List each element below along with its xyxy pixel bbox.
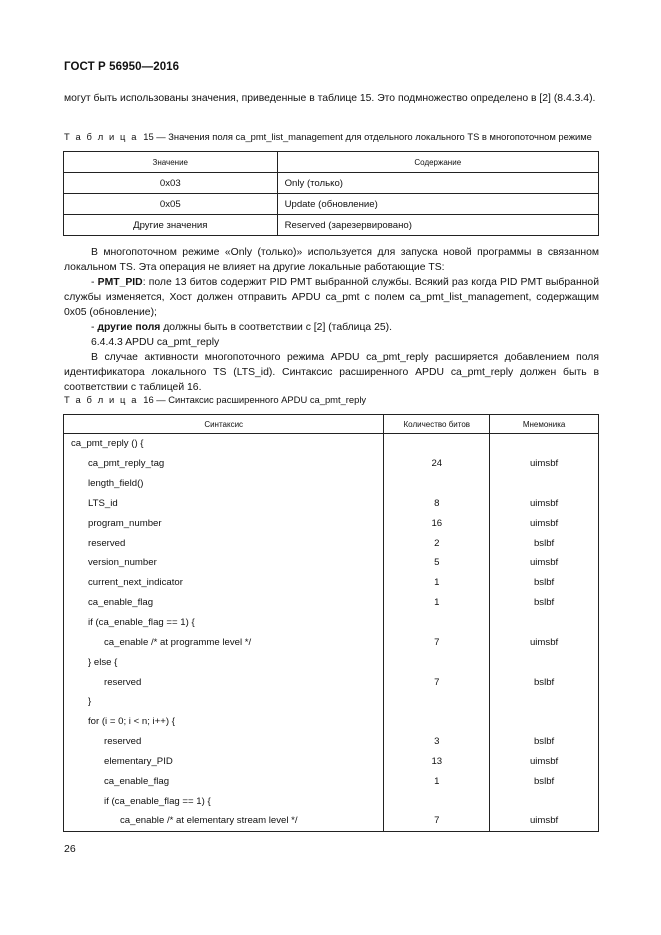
table16-cell-mnemonic: bslbf bbox=[490, 732, 599, 752]
paragraph-multistream: В многопоточном режиме «Only (только)» используется для запуска новой программы в связанном локальном TS. Эта операция не влияет на другие локальные работающие TS: bbox=[64, 247, 599, 273]
table15-cell-value: 0x05 bbox=[64, 194, 278, 215]
table16-cell-mnemonic: bslbf bbox=[490, 672, 599, 692]
term-other-fields: другие поля bbox=[97, 322, 161, 333]
table16-row bbox=[64, 771, 599, 791]
table15-cell-content: Update (обновление) bbox=[277, 194, 598, 215]
table15-header-row bbox=[64, 152, 599, 173]
table15-cell-value: Другие значения bbox=[64, 215, 278, 236]
table16-cell-bits: 1 bbox=[384, 573, 490, 593]
table16-label: Т а б л и ц а bbox=[64, 394, 139, 405]
table15-caption bbox=[64, 131, 604, 142]
table16-cell-syntax: if (ca_enable_flag == 1) { bbox=[64, 613, 384, 633]
table16-cell-bits: 3 bbox=[384, 732, 490, 752]
table16-cell-mnemonic bbox=[490, 474, 599, 494]
table16-row bbox=[64, 652, 599, 672]
table16-row bbox=[64, 494, 599, 514]
table16-cell-syntax: ca_enable_flag bbox=[64, 771, 384, 791]
table16-cell-syntax: ca_pmt_reply () { bbox=[64, 434, 384, 454]
table16-cell-syntax: program_number bbox=[64, 513, 384, 533]
table16-cell-mnemonic bbox=[490, 613, 599, 633]
table16-cell-bits bbox=[384, 791, 490, 811]
table16-cell-syntax: for (i = 0; i < n; i++) { bbox=[64, 712, 384, 732]
table16-row bbox=[64, 573, 599, 593]
list-item-other-fields bbox=[64, 320, 599, 335]
table16-cell-syntax: reserved bbox=[64, 533, 384, 553]
table15-label: Т а б л и ц а bbox=[64, 131, 139, 142]
table16-cell-mnemonic: bslbf bbox=[490, 573, 599, 593]
list-dash: - bbox=[91, 322, 95, 333]
table16-cell-mnemonic: uimsbf bbox=[490, 553, 599, 573]
table16-cell-syntax: ca_enable_flag bbox=[64, 593, 384, 613]
table16-cell-mnemonic: bslbf bbox=[490, 533, 599, 553]
table16-cell-mnemonic bbox=[490, 434, 599, 454]
table15 bbox=[63, 151, 599, 236]
paragraph-apdu-reply: В случае активности многопоточного режима APDU ca_pmt_reply расширяется добавлением поля идентификатора локального TS (LTS_id). Синтаксис расширенного APDU ca_pmt_reply должен быть в соответствии с таблицей 16. bbox=[64, 352, 599, 393]
table16-cell-bits bbox=[384, 692, 490, 712]
table16-row bbox=[64, 613, 599, 633]
table16-row bbox=[64, 752, 599, 772]
table16-cell-bits bbox=[384, 434, 490, 454]
table16-cell-syntax: LTS_id bbox=[64, 494, 384, 514]
table16-cell-bits bbox=[384, 613, 490, 633]
table16-cell-syntax: reserved bbox=[64, 672, 384, 692]
table16-cell-syntax: } bbox=[64, 692, 384, 712]
table16-col-bits: Количество битов bbox=[384, 415, 490, 434]
table15-col-content: Содержание bbox=[277, 152, 598, 173]
table15-row bbox=[64, 173, 599, 194]
table16-cell-syntax: current_next_indicator bbox=[64, 573, 384, 593]
table16-cell-mnemonic: uimsbf bbox=[490, 811, 599, 831]
list-dash: - bbox=[91, 277, 95, 288]
intro-paragraph: могут быть использованы значения, приведенные в таблице 15. Это подмножество определено в [2] (8.4.3.4). bbox=[64, 93, 596, 104]
pmt-pid-description: : поле 13 битов содержит PID PMT выбранной службы. Всякий раз когда PID PMT выбранной службы изменяется, Хост должен отправить APDU ca_pmt с полем ca_pmt_list_management, содержащим 0x05 (обновление); bbox=[64, 277, 600, 318]
table16-row bbox=[64, 434, 599, 454]
table16-cell-bits: 2 bbox=[384, 533, 490, 553]
table15-cell-content: Only (только) bbox=[277, 173, 598, 194]
table16-cell-mnemonic bbox=[490, 692, 599, 712]
table16-cell-mnemonic: bslbf bbox=[490, 593, 599, 613]
table16-cell-mnemonic bbox=[490, 712, 599, 732]
table16-cell-bits: 13 bbox=[384, 752, 490, 772]
table15-row bbox=[64, 215, 599, 236]
table16-row bbox=[64, 791, 599, 811]
page-number: 26 bbox=[64, 843, 76, 855]
table15-caption-text: 15 — Значения поля ca_pmt_list_management для отдельного локального TS в многопоточном режиме bbox=[143, 131, 592, 142]
table16-cell-syntax: ca_enable /* at elementary stream level */ bbox=[64, 811, 384, 831]
table16-cell-bits: 7 bbox=[384, 672, 490, 692]
section-heading: 6.4.4.3 APDU ca_pmt_reply bbox=[91, 337, 220, 348]
table16-row bbox=[64, 712, 599, 732]
table16-cell-bits: 1 bbox=[384, 771, 490, 791]
table16-cell-syntax: } else { bbox=[64, 652, 384, 672]
table16-cell-syntax: ca_enable /* at programme level */ bbox=[64, 632, 384, 652]
table16-cell-syntax: elementary_PID bbox=[64, 752, 384, 772]
table15-cell-value: 0x03 bbox=[64, 173, 278, 194]
table16-row bbox=[64, 474, 599, 494]
table16-row bbox=[64, 593, 599, 613]
table16-cell-bits: 5 bbox=[384, 553, 490, 573]
table15-col-value: Значение bbox=[64, 152, 278, 173]
table16-row bbox=[64, 732, 599, 752]
table16-cell-syntax: length_field() bbox=[64, 474, 384, 494]
table16-cell-bits: 24 bbox=[384, 454, 490, 474]
list-item-pmt-pid bbox=[64, 275, 599, 320]
table15-cell-content: Reserved (зарезервировано) bbox=[277, 215, 598, 236]
table16-cell-bits bbox=[384, 712, 490, 732]
table16-cell-mnemonic: uimsbf bbox=[490, 632, 599, 652]
table16 bbox=[63, 414, 599, 832]
table16-row bbox=[64, 672, 599, 692]
table16-row bbox=[64, 533, 599, 553]
table16-row bbox=[64, 692, 599, 712]
table16-caption bbox=[64, 394, 604, 405]
table16-cell-syntax: reserved bbox=[64, 732, 384, 752]
table16-cell-mnemonic: uimsbf bbox=[490, 454, 599, 474]
table16-cell-mnemonic: uimsbf bbox=[490, 513, 599, 533]
table16-caption-text: 16 — Синтаксис расширенного APDU ca_pmt_reply bbox=[143, 394, 367, 405]
table16-row bbox=[64, 811, 599, 831]
table16-cell-bits: 16 bbox=[384, 513, 490, 533]
table16-cell-bits bbox=[384, 652, 490, 672]
table15-row bbox=[64, 194, 599, 215]
table16-cell-mnemonic: uimsbf bbox=[490, 494, 599, 514]
table16-cell-bits: 1 bbox=[384, 593, 490, 613]
table16-row bbox=[64, 632, 599, 652]
term-pmt-pid: PMT_PID bbox=[97, 277, 143, 288]
document-header: ГОСТ Р 56950—2016 bbox=[64, 61, 180, 73]
table16-cell-mnemonic bbox=[490, 791, 599, 811]
table16-col-syntax: Синтаксис bbox=[64, 415, 384, 434]
table16-cell-mnemonic bbox=[490, 652, 599, 672]
table16-cell-bits bbox=[384, 474, 490, 494]
table16-cell-bits: 8 bbox=[384, 494, 490, 514]
table16-row bbox=[64, 454, 599, 474]
table16-cell-bits: 7 bbox=[384, 811, 490, 831]
table16-row bbox=[64, 553, 599, 573]
table16-cell-syntax: if (ca_enable_flag == 1) { bbox=[64, 791, 384, 811]
table16-cell-syntax: ca_pmt_reply_tag bbox=[64, 454, 384, 474]
table16-row bbox=[64, 513, 599, 533]
table16-cell-mnemonic: bslbf bbox=[490, 771, 599, 791]
body-text bbox=[64, 245, 599, 395]
table16-cell-syntax: version_number bbox=[64, 553, 384, 573]
table16-cell-bits: 7 bbox=[384, 632, 490, 652]
other-fields-description: должны быть в соответствии с [2] (таблица 25). bbox=[160, 322, 392, 333]
table16-header-row bbox=[64, 415, 599, 434]
table16-col-mnemonic: Мнемоника bbox=[490, 415, 599, 434]
table16-cell-mnemonic: uimsbf bbox=[490, 752, 599, 772]
